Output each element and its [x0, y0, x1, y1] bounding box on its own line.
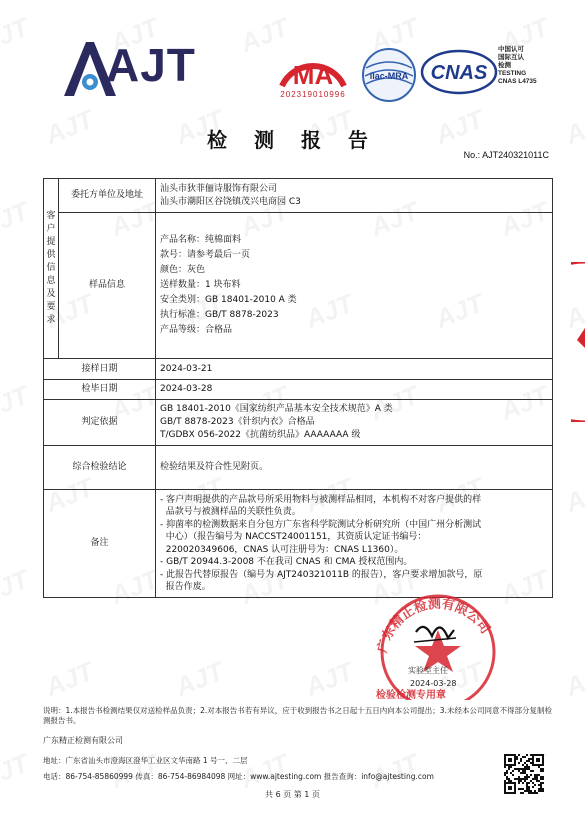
- sample-line: 颜色：灰色: [160, 265, 206, 275]
- watermark-text: [171, 656, 228, 703]
- side-seal-icon: [571, 262, 585, 422]
- conclusion-value: 检验结果及符合性见附页。: [156, 446, 553, 490]
- remark-line: 报告作废。: [160, 582, 211, 592]
- cma-icon: [272, 46, 354, 90]
- remark-info: [156, 490, 553, 598]
- footer-company: 广东精正检测有限公司: [43, 736, 123, 745]
- client-address: 汕头市潮阳区谷饶镇茂兴电商园 C3: [160, 196, 301, 207]
- remark-line: - 客户声明提供的产品款号所采用物料与被测样品相同，本机构不对客户提供的样: [160, 494, 482, 505]
- watermark-text: [561, 472, 585, 519]
- watermark-text: [0, 564, 33, 611]
- remark-line: - GB/T 20944.3-2008 不在我司 CNAS 和 CMA 授权范围内。: [160, 557, 413, 567]
- cnas-caption: 中国认可 国际互认 检测 TESTING CNAS L4735: [498, 46, 537, 85]
- sample-line: 款号：请参考最后一页: [160, 250, 251, 260]
- footer-contact: 电话：86-754-85860999 传真：86-754-86984098 网址：www.ajtesting.com 报告查询：info@ajtesting.com: [43, 772, 434, 781]
- watermark-text: [41, 656, 98, 703]
- footer-address: 地址：广东省汕头市澄海区澄华工业区文华南路 1 号一、二层: [43, 756, 248, 765]
- sample-label: 样品信息: [59, 213, 156, 359]
- sample-line: 送样数量：1 块布料: [160, 280, 241, 290]
- qr-code-icon: [504, 754, 544, 794]
- sample-line: 产品等级：合格品: [160, 325, 233, 335]
- remark-line: 220020349606，CNAS 认可注册号为：CNAS L1360）。: [160, 544, 404, 555]
- basis-info: [156, 400, 553, 446]
- client-section-label: 客 户 提 供 信 息 及 要 求: [44, 179, 59, 359]
- basis-line: GB 18401-2010《国家纺织产品基本安全技术规范》A 类: [160, 404, 393, 414]
- client-name: 汕头市狄菲俪诗服饰有限公司: [160, 183, 278, 194]
- signer-title: 实验室主任: [408, 666, 448, 675]
- watermark-text: [0, 196, 33, 243]
- basis-line: GB/T 8878-2023《针织内衣》合格品: [160, 417, 315, 427]
- cnas-icon: [420, 48, 498, 96]
- finish-date-label: 检毕日期: [44, 380, 156, 400]
- client-info: [156, 179, 553, 213]
- seal-org-text: 广东精正检测有限公司: [375, 596, 493, 655]
- remark-line: 品款号与被测样品的关联性负责。: [160, 507, 301, 517]
- client-label: 委托方单位及地址: [59, 179, 156, 213]
- watermark-text: [0, 380, 33, 427]
- sign-date: 2024-03-28: [410, 679, 457, 688]
- watermark-text: [561, 656, 585, 703]
- page-title: 检 测 报 告: [207, 128, 378, 152]
- footer-notes: 说明：1.本报告书检测结果仅对送检样品负责；2.对本报告书若有异议，应于收到报告书之日起十五日内向本公司提出；3.未经本公司同意不得部分复制检测报告书。: [43, 706, 552, 725]
- cma-mark: [272, 46, 354, 104]
- report-header: [0, 0, 585, 120]
- ilac-mra-icon: [360, 46, 418, 104]
- basis-label: 判定依据: [44, 400, 156, 446]
- receive-date-value: 2024-03-21: [156, 359, 553, 380]
- page-number: 共 6 页 第 1 页: [265, 790, 320, 799]
- logo-text: AJT: [106, 39, 196, 91]
- basis-line: T/GDBX 056-2022《抗菌纺织品》AAAAAAA 级: [160, 430, 361, 440]
- ma-text: MA: [292, 60, 334, 90]
- cnas-text: CNAS: [430, 62, 488, 84]
- sample-line: 产品名称：纯棉面料: [160, 235, 242, 245]
- remark-line: - 此报告代替原报告（编号为 AJT240321011B 的报告），客户要求增加款号，原: [160, 569, 483, 580]
- watermark-text: [0, 748, 33, 795]
- sample-line: 执行标准：GB/T 8878-2023: [160, 310, 279, 320]
- sample-line: 安全类别：GB 18401-2010 A 类: [160, 295, 297, 305]
- sample-info: [156, 213, 553, 359]
- seal-name: 检验检测专用章: [376, 690, 446, 701]
- report-table: [43, 178, 553, 598]
- remark-line: - 抑菌率的检测数据来自分包方广东省科学院测试分析研究所（中国广州分析测试: [160, 519, 482, 530]
- remark-line: 中心）（报告编号为 NACCST24001151，其资质认定证书编号：: [160, 532, 427, 542]
- conclusion-label: 综合检验结论: [44, 446, 156, 490]
- stamp-area: [358, 590, 518, 700]
- watermark-text: [301, 656, 358, 703]
- receive-date-label: 接样日期: [44, 359, 156, 380]
- cma-code: 202319010996: [280, 90, 346, 99]
- remark-label: 备注: [44, 490, 156, 598]
- side-seal-fragment: [571, 262, 585, 422]
- report-number: No.: AJT240321011C: [463, 150, 549, 160]
- finish-date-value: 2024-03-28: [156, 380, 553, 400]
- ilac-text: ilac-MRA: [369, 71, 409, 81]
